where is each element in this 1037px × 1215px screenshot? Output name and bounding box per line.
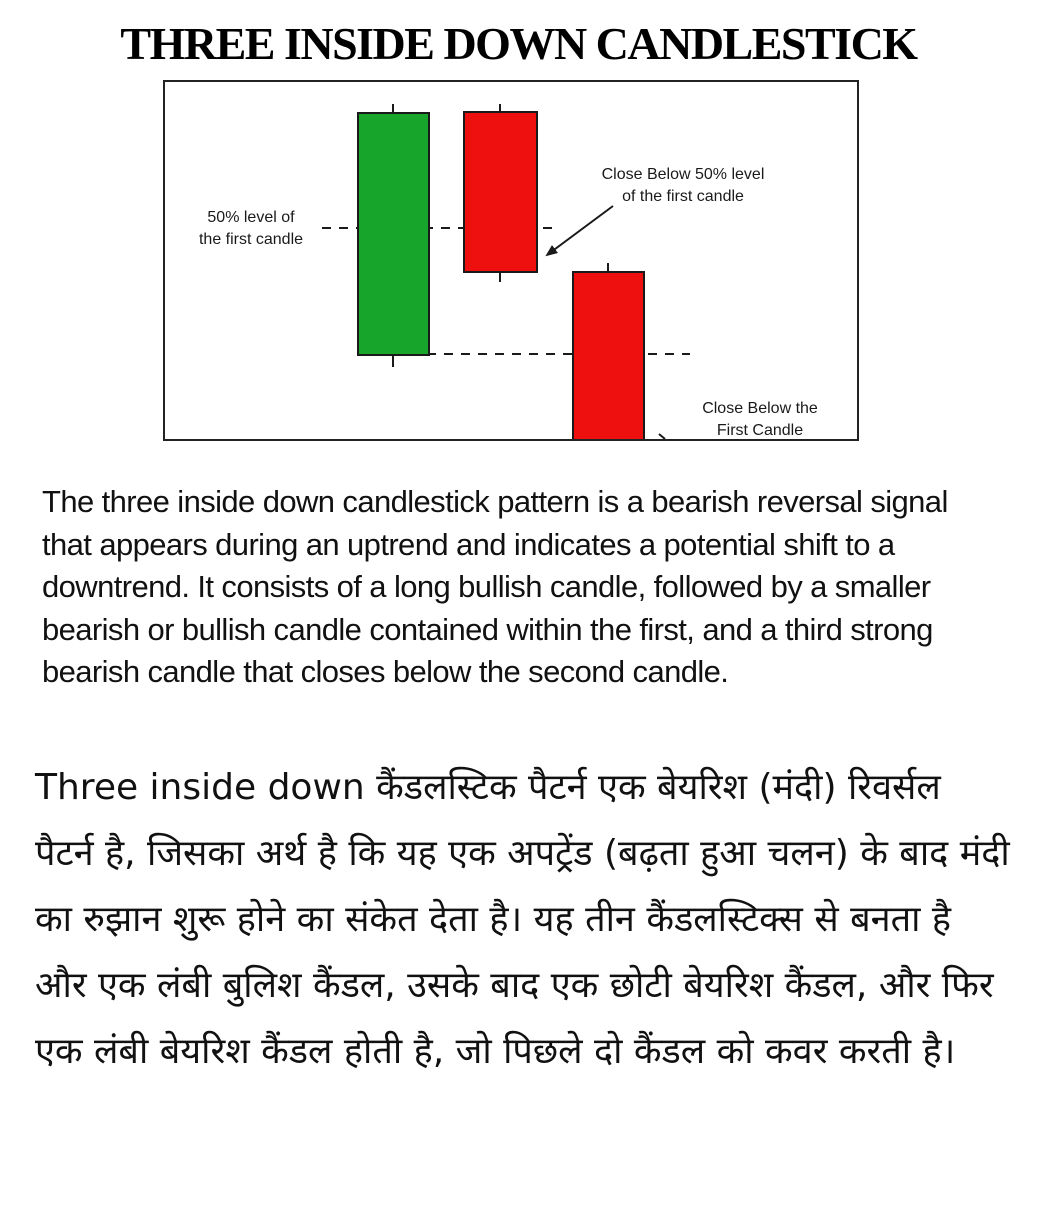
hindi-description: Three inside down कैंडलस्टिक पैटर्न एक बेयरिश (मंदी) रिवर्सल पैटर्न है, जिसका अर्थ है कि यह एक अपट्रेंड (बढ़ता हुआ चलन) के बाद मंदी का रुझान शुरू होने का संकेत देता है। यह तीन कैंडलस्टिक्स से बनता है और एक लंबी बुलिश कैंडल, उसके बाद एक छोटी बेयरिश कैंडल, और फिर एक लंबी बेयरिश कैंडल होती है, जो पिछले दो कैंडल को कवर करती है। — [35, 767, 1010, 1072]
page-title: THREE INSIDE DOWN CANDLESTICK — [120, 18, 917, 69]
close-below-50-label-line2: of the first candle — [622, 188, 744, 205]
second-candle-body — [464, 112, 537, 272]
close-below-50-arrow — [547, 206, 613, 255]
english-description: The three inside down candlestick pattern is a bearish reversal signal that appears during an uptrend and indicates a potential shift to a downtrend. It consists of a long bullish candle, followed by a smaller bearish or bullish candle contained within the first, and a third strong bearish candle that closes below the second candle. — [42, 484, 948, 689]
close-below-50-label-line1: Close Below 50% level — [601, 166, 765, 183]
second-candle — [464, 104, 537, 282]
close-below-first-arrow — [659, 434, 665, 439]
first-candle — [358, 104, 429, 367]
diagram-canvas — [165, 82, 857, 439]
candlestick-diagram — [163, 80, 859, 441]
first-candle-body — [358, 113, 429, 355]
fifty-level-label-line1: 50% level of — [207, 209, 295, 226]
third-candle-body — [573, 272, 644, 439]
close-below-first-label-line1: Close Below the — [702, 400, 818, 417]
close-below-first-label-line2: First Candle — [716, 422, 804, 439]
third-candle — [573, 263, 644, 439]
fifty-level-label-line2: the first candle — [198, 231, 304, 248]
